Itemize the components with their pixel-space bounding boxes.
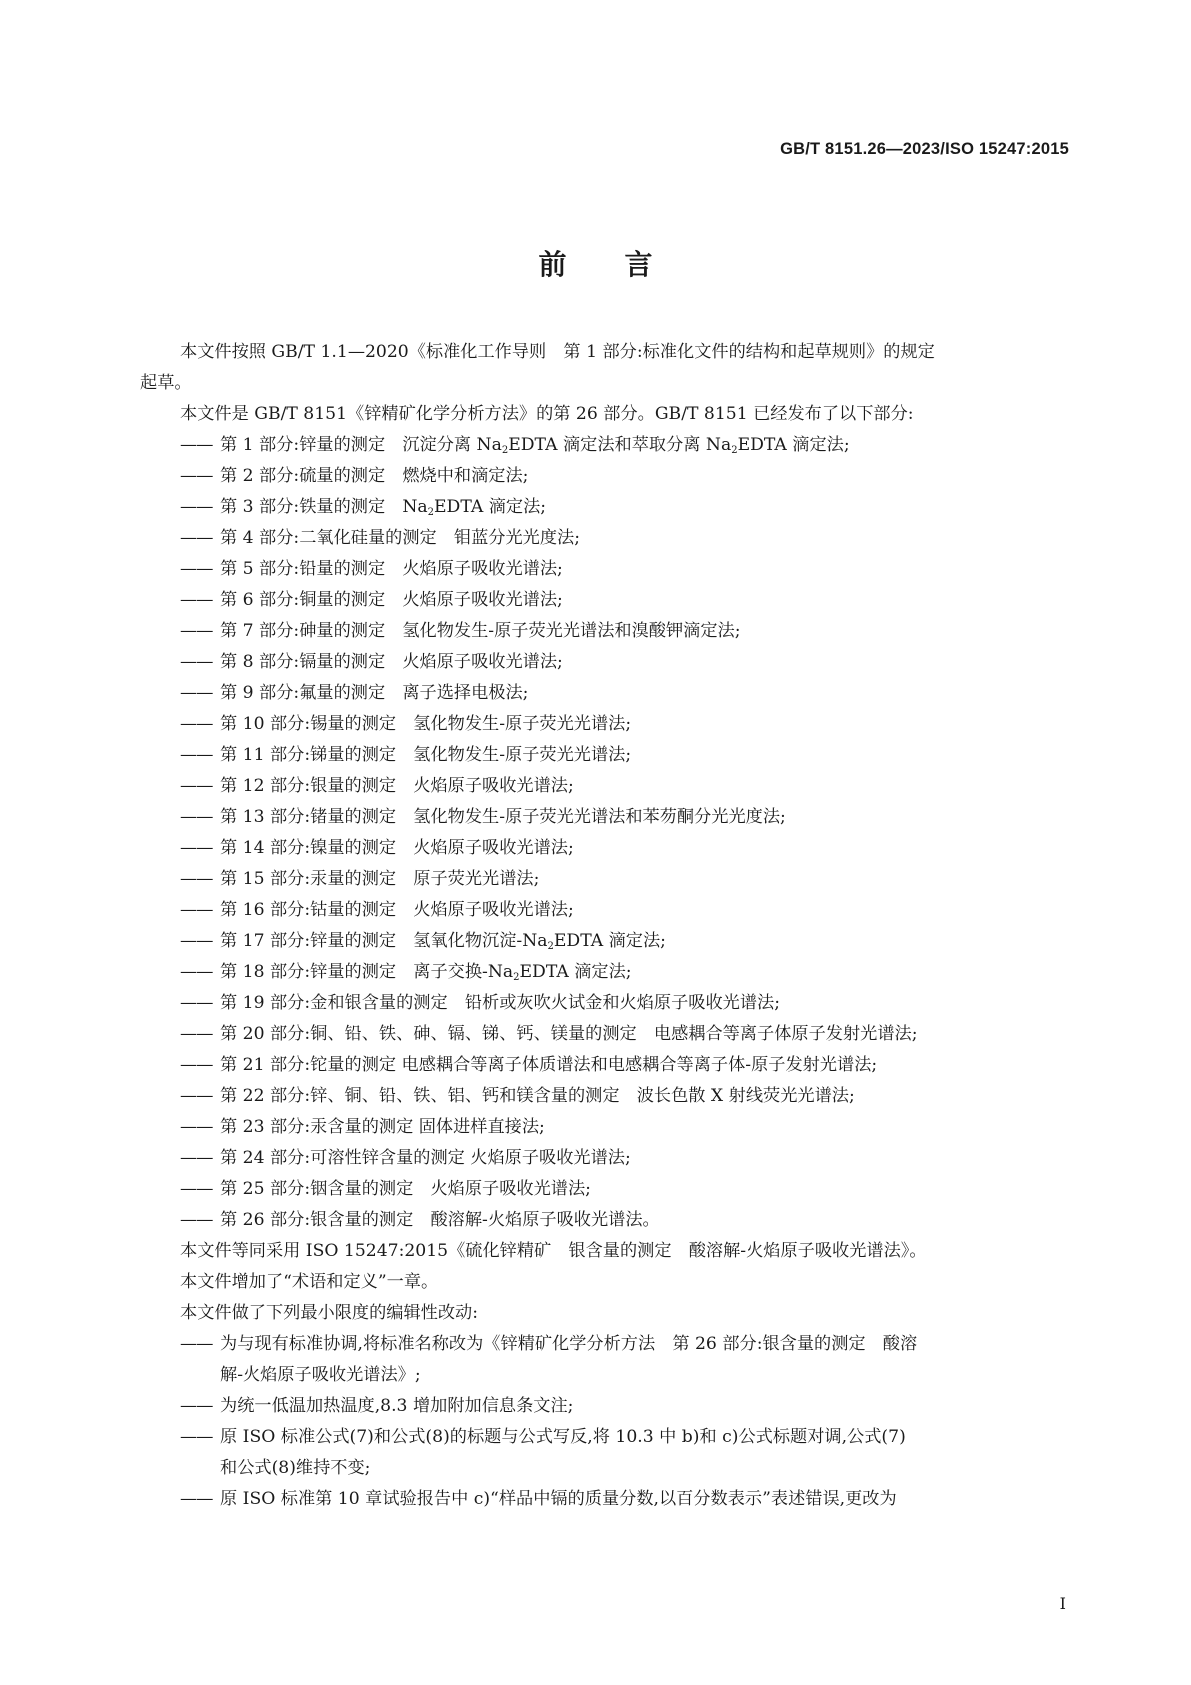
- intro-paragraph-1-cont: 起草。: [140, 373, 192, 393]
- list-item: —— 第 21 部分:铊量的测定 电感耦合等离子体质谱法和电感耦合等离子体-原子发射光谱法;: [180, 1055, 878, 1075]
- list-item: —— 原 ISO 标准第 10 章试验报告中 c)“样品中镉的质量分数,以百分数表示”表述错误,更改为: [180, 1489, 897, 1509]
- foreword-body: [140, 337, 1070, 1515]
- list-item: —— 第 4 部分:二氧化硅量的测定 钼蓝分光光度法;: [180, 528, 581, 548]
- added-chapter-statement: 本文件增加了“术语和定义”一章。: [180, 1272, 439, 1292]
- list-item: —— 第 9 部分:氟量的测定 离子选择电极法;: [180, 683, 529, 703]
- list-item: —— 第 25 部分:铟含量的测定 火焰原子吸收光谱法;: [180, 1179, 591, 1199]
- edits-list: [140, 1329, 1070, 1515]
- iso-adoption-statement: 本文件等同采用 ISO 15247:2015《硫化锌精矿 银含量的测定 酸溶解-火焰原子吸收光谱法》。: [180, 1241, 927, 1261]
- list-item: —— 第 24 部分:可溶性锌含量的测定 火焰原子吸收光谱法;: [180, 1148, 631, 1168]
- list-item: —— 第 16 部分:钴量的测定 火焰原子吸收光谱法;: [180, 900, 574, 920]
- list-item: —— 第 14 部分:镍量的测定 火焰原子吸收光谱法;: [180, 838, 574, 858]
- edits-intro: 本文件做了下列最小限度的编辑性改动:: [180, 1303, 478, 1323]
- list-item: —— 原 ISO 标准公式(7)和公式(8)的标题与公式写反,将 10.3 中 b)和 c)公式标题对调,公式(7): [180, 1427, 906, 1447]
- page-number: I: [1059, 1594, 1066, 1613]
- list-item: —— 第 10 部分:锡量的测定 氢化物发生-原子荧光光谱法;: [180, 714, 632, 734]
- standard-code: GB/T 8151.26—2023/ISO 15247:2015: [780, 140, 1069, 158]
- list-item: —— 第 18 部分:锌量的测定 离子交换$-Na_2EDTA$ 滴定法;: [180, 962, 632, 983]
- list-item: —— 第 20 部分:铜、铅、铁、砷、镉、锑、钙、镁量的测定 电感耦合等离子体原子发射光谱法;: [180, 1024, 918, 1044]
- list-item-continuation: 解-火焰原子吸收光谱法》;: [220, 1365, 421, 1385]
- list-item: —— 第 15 部分:汞量的测定 原子荧光光谱法;: [180, 869, 540, 889]
- list-item: —— 第 26 部分:银含量的测定 酸溶解-火焰原子吸收光谱法。: [180, 1210, 660, 1230]
- list-item: —— 第 7 部分:砷量的测定 氢化物发生-原子荧光光谱法和溴酸钾滴定法;: [180, 621, 741, 641]
- list-item-continuation: 和公式(8)维持不变;: [220, 1458, 371, 1478]
- intro-paragraph-2: 本文件是 GB/T 8151《锌精矿化学分析方法》的第 26 部分。GB/T 8151 已经发布了以下部分:: [180, 404, 914, 424]
- list-item: —— 第 5 部分:铅量的测定 火焰原子吸收光谱法;: [180, 559, 563, 579]
- list-item: —— 第 19 部分:金和银含量的测定 铅析或灰吹火试金和火焰原子吸收光谱法;: [180, 993, 781, 1013]
- list-item: —— 为与现有标准协调,将标准名称改为《锌精矿化学分析方法 第 26 部分:银含量的测定 酸溶: [180, 1334, 918, 1354]
- list-item: —— 第 3 部分:铁量的测定 $Na_2EDTA$ 滴定法;: [180, 497, 547, 518]
- list-item: —— 第 2 部分:硫量的测定 燃烧中和滴定法;: [180, 466, 529, 486]
- list-item: —— 第 17 部分:锌量的测定 氢氧化物沉淀$-Na_2EDTA$ 滴定法;: [180, 931, 666, 952]
- list-item: —— 第 12 部分:银量的测定 火焰原子吸收光谱法;: [180, 776, 574, 796]
- list-item: —— 第 8 部分:镉量的测定 火焰原子吸收光谱法;: [180, 652, 563, 672]
- list-item: —— 第 22 部分:锌、铜、铅、铁、铝、钙和镁含量的测定 波长色散 X 射线荧光光谱法;: [180, 1086, 855, 1106]
- list-item: —— 第 11 部分:锑量的测定 氢化物发生-原子荧光光谱法;: [180, 745, 632, 765]
- list-item: —— 第 1 部分:锌量的测定 沉淀分离 $Na_2EDTA$ 滴定法和萃取分离 $Na_2EDTA$ 滴定法;: [180, 435, 850, 456]
- intro-paragraph-1: 本文件按照 GB/T 1.1—2020《标准化工作导则 第 1 部分:标准化文件的结构和起草规则》的规定: [180, 342, 935, 362]
- list-item: —— 第 13 部分:锗量的测定 氢化物发生-原子荧光光谱法和苯芴酮分光光度法;: [180, 807, 786, 827]
- parts-list: [140, 430, 1070, 1236]
- list-item: —— 第 6 部分:铜量的测定 火焰原子吸收光谱法;: [180, 590, 563, 610]
- list-item: —— 第 23 部分:汞含量的测定 固体进样直接法;: [180, 1117, 545, 1137]
- list-item: —— 为统一低温加热温度,8.3 增加附加信息条文注;: [180, 1396, 574, 1416]
- page-title: 前言: [538, 248, 711, 281]
